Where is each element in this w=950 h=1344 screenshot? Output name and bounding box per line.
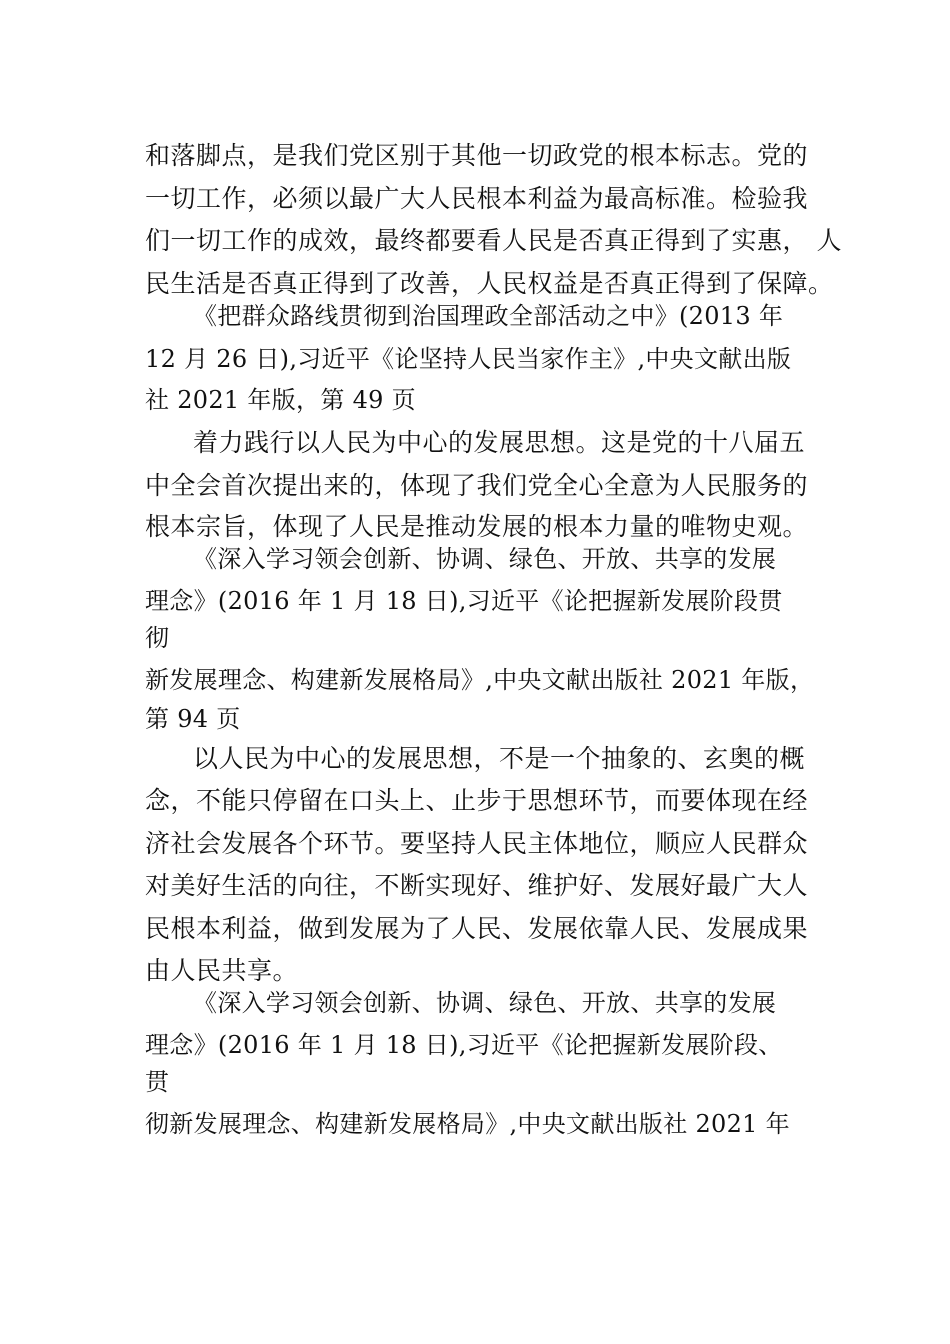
body-text-line: 中全会首次提出来的，体现了我们党全心全意为人民服务的 (145, 471, 809, 500)
citation-line: 新发展理念、构建新发展格局》,中央文献出版社 2021 年版， (145, 666, 815, 694)
citation-line: 12 月 26 日),习近平《论坚持人民当家作主》,中央文献出版 (145, 345, 792, 373)
citation-line: 社 2021 年版，第 49 页 (145, 386, 416, 414)
citation-line: 贯 (145, 1068, 170, 1096)
citation-line: 第 94 页 (145, 705, 241, 733)
body-text-line: 民生活是否真正得到了改善，人民权益是否真正得到了保障。 (145, 269, 834, 298)
body-text-line: 民根本利益，做到发展为了人民、发展依靠人民、发展成果 (145, 914, 809, 943)
body-text-line: 以人民为中心的发展思想，不是一个抽象的、玄奥的概 (193, 744, 806, 773)
citation-line: 理念》(2016 年 1 月 18 日),习近平《论把握新发展阶段、 (145, 1031, 783, 1059)
citation-line: 《把群众路线贯彻到治国理政全部活动之中》(2013 年 (193, 302, 784, 330)
citation-line: 彻新发展理念、构建新发展格局》,中央文献出版社 2021 年 (145, 1110, 790, 1138)
body-text-line: 们一切工作的成效，最终都要看人民是否真正得到了实惠， 人 (145, 226, 842, 255)
body-text-line: 和落脚点，是我们党区别于其他一切政党的根本标志。党的 (145, 141, 809, 170)
body-text-line: 根本宗旨，体现了人民是推动发展的根本力量的唯物史观。 (145, 512, 809, 541)
body-text-line: 一切工作，必须以最广大人民根本利益为最高标准。检验我 (145, 184, 809, 213)
body-text-line: 由人民共享。 (145, 956, 299, 985)
citation-line: 《深入学习领会创新、协调、绿色、开放、共享的发展 (193, 545, 777, 573)
body-text-line: 念，不能只停留在口头上、止步于思想环节，而要体现在经 (145, 786, 809, 815)
body-text-line: 着力践行以人民为中心的发展思想。这是党的十八届五 (193, 428, 806, 457)
body-text-line: 济社会发展各个环节。要坚持人民主体地位，顺应人民群众 (145, 829, 809, 858)
citation-line: 彻 (145, 624, 170, 652)
citation-line: 理念》(2016 年 1 月 18 日),习近平《论把握新发展阶段贯 (145, 587, 783, 615)
citation-line: 《深入学习领会创新、协调、绿色、开放、共享的发展 (193, 989, 777, 1017)
body-text-line: 对美好生活的向往，不断实现好、维护好、发展好最广大人 (145, 871, 809, 900)
